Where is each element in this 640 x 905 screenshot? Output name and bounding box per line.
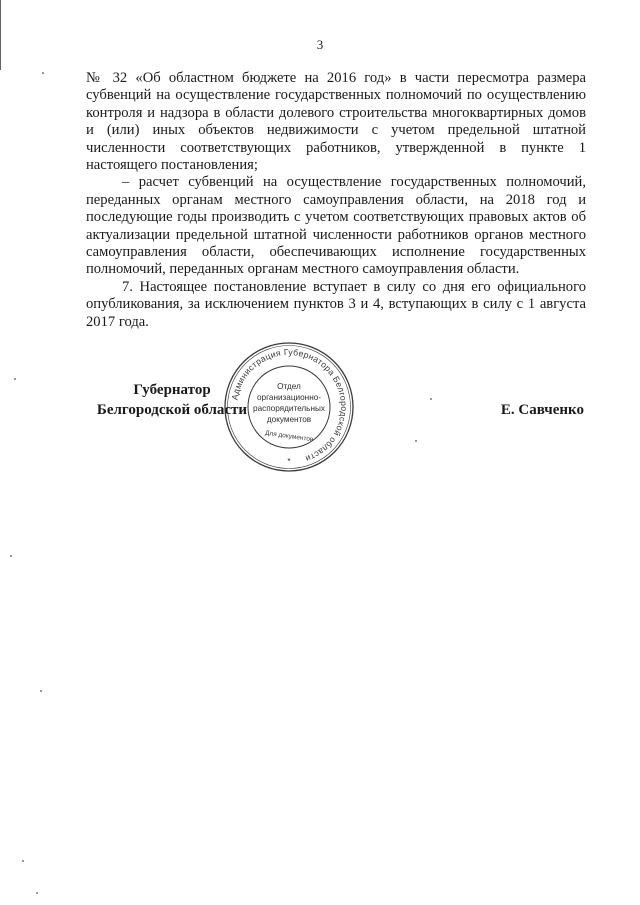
- paragraph-subvention-calculation: – расчет субвенций на осуществление государственных полномочий, переданных органам местного самоуправления области, на 2018 год и последующие годы производить с учетом соответствующих правовых актов об актуализации предельной штатной численности работников органов местного самоуправления области, обеспечивающих исполнение государственных полномочий, переданных органам местного самоуправления области.: [86, 174, 586, 278]
- stamp-bottom-text: Для документов: [264, 429, 314, 444]
- official-stamp: [220, 338, 358, 476]
- stamp-inner-line3: распорядительных: [253, 404, 325, 413]
- scan-speck: [14, 378, 16, 380]
- scan-speck: [40, 690, 42, 692]
- stamp-star: *: [287, 457, 291, 466]
- signatory-name: Е. Савченко: [500, 402, 584, 418]
- stamp-inner-line1: Отдел: [277, 382, 301, 391]
- paragraph-continuation: № 32 «Об областном бюджете на 2016 год» в части пересмотра размера субвенций на осуществление государственных полномочий по осуществлению контроля и надзора в области долевого строительства многоквартирных домов и (или) иных объектов недвижимости с учетом предельной штатной численности соответствующих работников, утвержденной в пункте 1 настоящего постановления;: [86, 70, 586, 174]
- scan-speck: [415, 440, 417, 442]
- page-number: 3: [316, 37, 324, 52]
- stamp-inner-line4: документов: [266, 415, 312, 424]
- scan-speck: [10, 555, 12, 557]
- scan-speck: [36, 892, 38, 894]
- scan-speck: [42, 72, 44, 74]
- stamp-seal-graphic: [220, 338, 358, 476]
- scan-edge-line: [0, 0, 5, 70]
- paragraph-entry-into-force: 7. Настоящее постановление вступает в силу со дня его официального опубликования, за исключением пунктов 3 и 4, вступающих в силу с 1 августа 2017 года.: [86, 278, 586, 330]
- signatory-title-line2: Белгородской области: [96, 402, 248, 418]
- signatory-title-line1: Губернатор: [133, 382, 211, 398]
- stamp-ring-text: Администрация Губернатора Белгородской области: [229, 346, 350, 465]
- document-body: [86, 70, 586, 331]
- stamp-inner-line2: организационно-: [256, 393, 322, 402]
- scan-speck: [22, 860, 24, 862]
- scan-speck: [430, 398, 432, 400]
